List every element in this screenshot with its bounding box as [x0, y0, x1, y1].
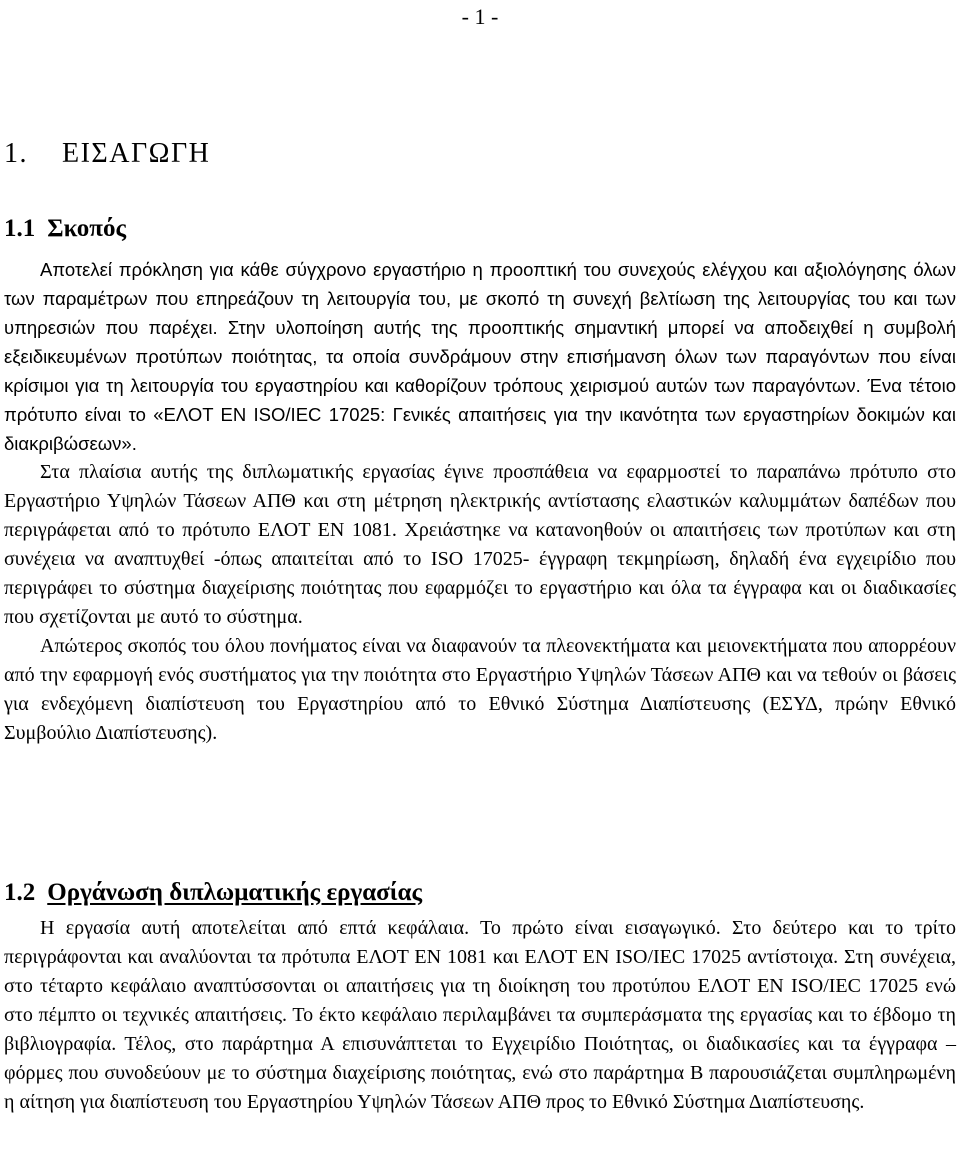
chapter-title: [4, 138, 210, 170]
section-1-2-paragraph-1: Η εργασία αυτή αποτελείται από επτά κεφάλαια. Το πρώτο είναι εισαγωγικό. Στο δεύτερο και το τρίτο περιγράφονται και αναλύονται τα πρότυπα ΕΛΟΤ ΕΝ 1081 και ΕΛΟΤ ΕΝ ISO/IEC 17025 αντίστοιχα. Στη συνέχεια, στο τέταρτο κεφάλαιο αναπτύσσονται οι απαιτήσεις για τη διοίκηση του προτύπου ΕΛΟΤ ΕΝ ISO/IEC 17025 ενώ στο πέμπτο οι τεχνικές απαιτήσεις. Το έκτο κεφάλαιο περιλαμβάνει τα συμπεράσματα της εργασίας και το έβδομο τη βιβλιογραφία. Τέλος, στο παράρτημα Α επισυνάπτεται το Εγχειρίδιο Ποιότητας, οι διαδικασίες και τα έγγραφα – φόρμες που συνοδεύουν με το σύστημα διαχείρισης ποιότητας, ενώ στο παράρτημα Β παρουσιάζεται συμπληρωμένη η αίτηση για διαπίστευση του Εργαστηρίου Υψηλών Τάσεων ΑΠΘ προς το Εθνικό Σύστημα Διαπίστευσης.: [4, 917, 956, 1113]
section-1-1-body: [4, 255, 956, 748]
page-number: - 1 -: [461, 4, 499, 29]
section-1-2-body: [4, 914, 956, 1117]
section-1-1-paragraph-1: Αποτελεί πρόκληση για κάθε σύγχρονο εργαστήριο η προοπτική του συνεχούς ελέγχου και αξιολόγησης όλων των παραμέτρων που επηρεάζουν τη λειτουργία του, με σκοπό τη συνεχή βελτίωση της λειτουργίας του και των υπηρεσιών που παρέχει. Στην υλοποίηση αυτής της προοπτικής σημαντική μπορεί να αποδειχθεί η συμβολή εξειδικευμένων προτύπων ποιότητας, τα οποία συνδράμουν στην επισήμανση όλων των παραγόντων που είναι κρίσιμοι για τη λειτουργία του εργαστηρίου και καθορίζουν τρόπους χειρισμού αυτών των παραγόντων. Ένα τέτοιο πρότυπο είναι το «ΕΛΟΤ ΕΝ ISO/IEC 17025: Γενικές απαιτήσεις για την ικανότητα των εργαστηρίων δοκιμών και διακριβώσεων».: [4, 259, 956, 454]
section-1-1-heading: [4, 214, 126, 244]
section-1-1-paragraph-3: Απώτερος σκοπός του όλου πονήματος είναι να διαφανούν τα πλεονεκτήματα και μειονεκτήματα που απορρέουν από την εφαρμογή ενός συστήματος για την ποιότητα στο Εργαστήριο Υψηλών Τάσεων ΑΠΘ και να τεθούν οι βάσεις για ενδεχόμενη διαπίστευση του Εργαστηρίου από το Εθνικό Σύστημα Διαπίστευσης (ΕΣΥΔ, πρώην Εθνικό Συμβούλιο Διαπίστευσης).: [4, 635, 956, 744]
section-1-2-number: 1.2: [4, 879, 36, 906]
section-1-1-number: 1.1: [4, 215, 36, 242]
section-1-1-title-text: Σκοπός: [47, 215, 126, 242]
chapter-number: 1.: [4, 138, 28, 169]
section-1-2-title-text: Οργάνωση διπλωματικής εργασίας: [47, 879, 423, 906]
chapter-title-text: ΕΙΣΑΓΩΓΗ: [62, 138, 211, 169]
section-1-2-heading: [4, 878, 422, 908]
section-1-1-paragraph-2: Στα πλαίσια αυτής της διπλωματικής εργασίας έγινε προσπάθεια να εφαρμοστεί το παραπάνω πρότυπο στο Εργαστήριο Υψηλών Τάσεων ΑΠΘ και στη μέτρηση ηλεκτρικής αντίστασης ελαστικών καλυμμάτων δαπέδων που περιγράφεται από το πρότυπο ΕΛΟΤ ΕΝ 1081. Χρειάστηκε να κατανοηθούν οι απαιτήσεις των προτύπων και στη συνέχεια να αναπτυχθεί -όπως απαιτείται από το ISO 17025- έγγραφη τεκμηρίωση, δηλαδή ένα εγχειρίδιο που περιγράφει το σύστημα διαχείρισης ποιότητας που εφαρμόζει το εργαστήριο και όλα τα έγγραφα και οι διαδικασίες που σχετίζονται με αυτό το σύστημα.: [4, 461, 956, 628]
